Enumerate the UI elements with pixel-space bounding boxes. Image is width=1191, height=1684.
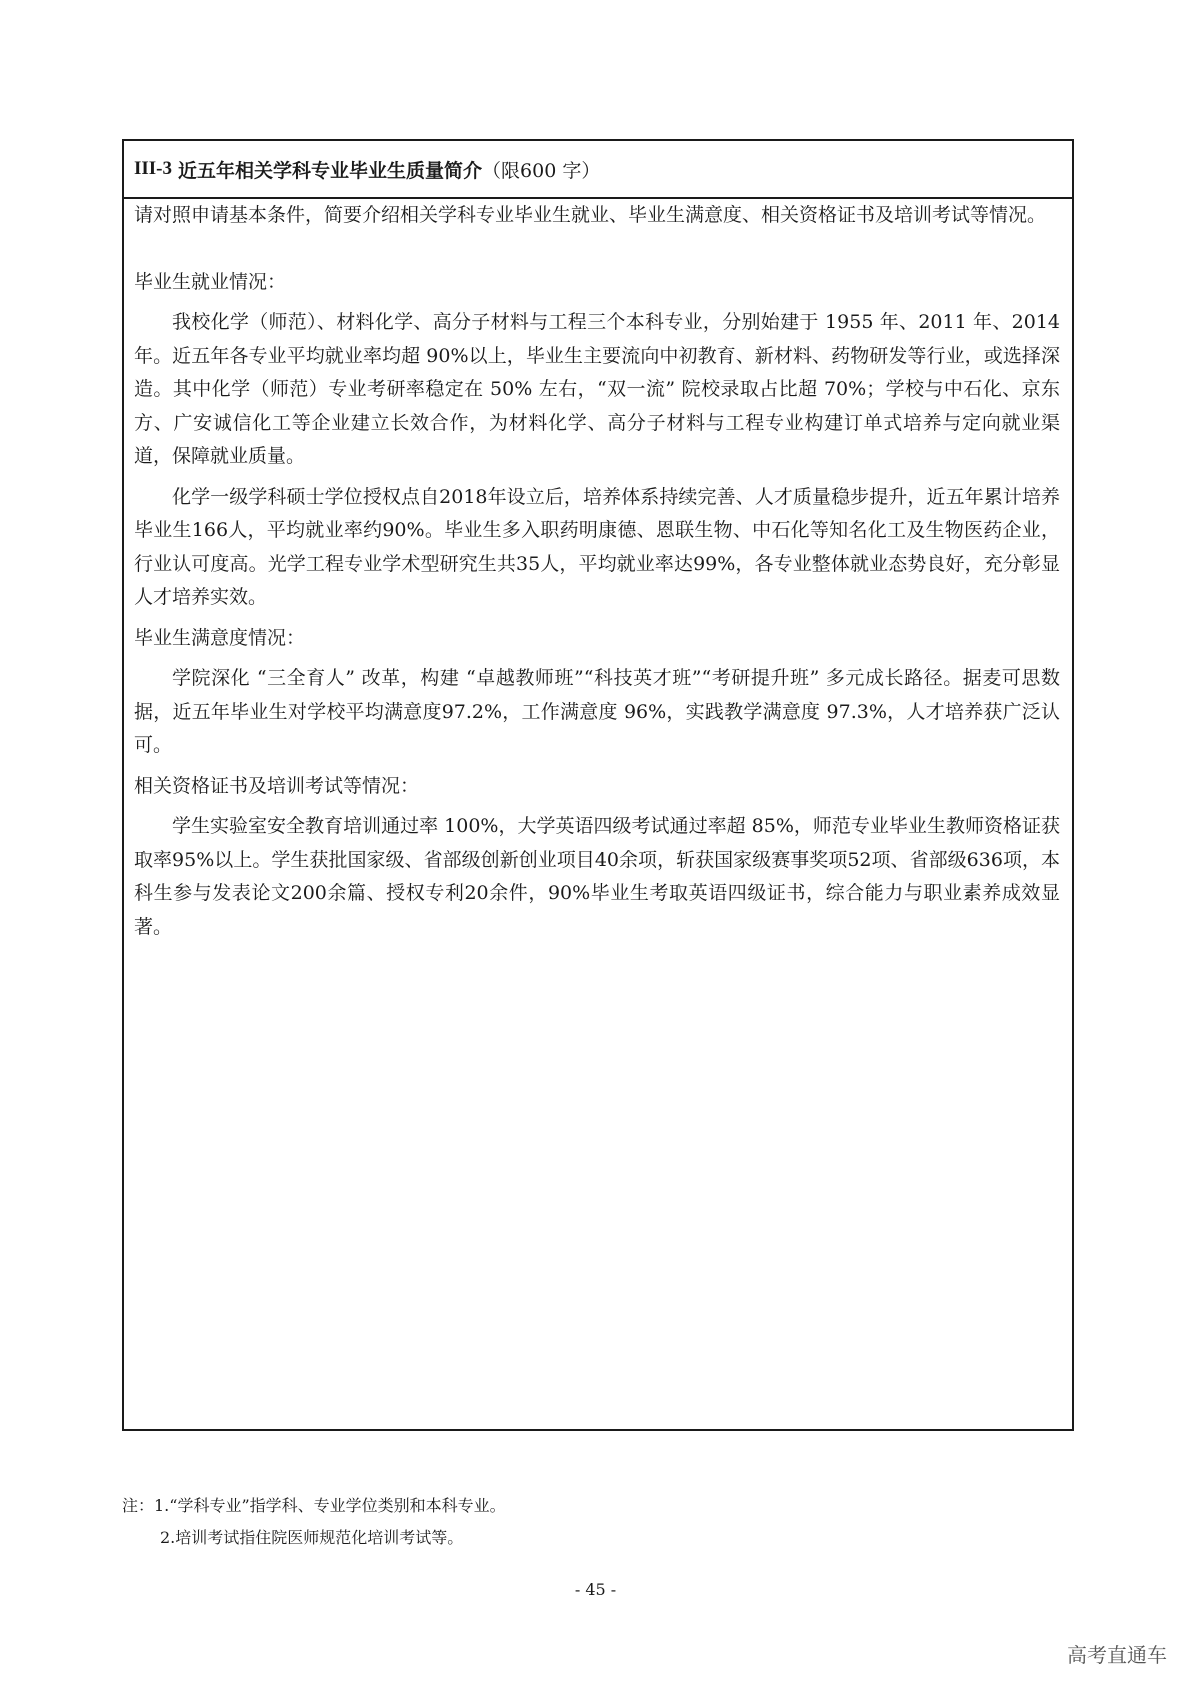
section-title: 近五年相关学科专业毕业生质量简介 <box>178 159 483 182</box>
instruction-text: 请对照申请基本条件，简要介绍相关学科专业毕业生就业、毕业生满意度、相关资格证书及培训考试等情况。 <box>134 204 1047 226</box>
watermark-text: 高考直通车 <box>1067 1643 1167 1667</box>
footnote-1: 注：1.“学科专业”指学科、专业学位类别和本科专业。 <box>122 1496 506 1515</box>
employment-paragraph-1: 我校化学（师范）、材料化学、高分子材料与工程三个本科专业，分别始建于 1955 年、2011 年、2014 年。近五年各专业平均就业率均超 90%以上，毕业生主要流向中初教育、新材料、药物研发等行业，或选择深造。其中化学（师范）专业考研率稳定在 50% 左右，“双一流” 院校录取占比超 70%；学校与中石化、京东方、广安诚信化工等企业建立长效合作，为材料化学、高分子材料与工程专业构建订单式培养与定向就业渠道，保障就业质量。 <box>134 311 1060 467</box>
section-code: III-3 <box>134 158 173 179</box>
section-content <box>124 199 1072 944</box>
employment-paragraph-2: 化学一级学科硕士学位授权点自2018年设立后，培养体系持续完善、人才质量稳步提升，近五年累计培养毕业生166人，平均就业率约90%。毕业生多入职药明康德、恩联生物、中石化等知名化工及生物医药企业，行业认可度高。光学工程专业学术型研究生共35人，平均就业率达99%，各专业整体就业态势良好，充分彰显人才培养实效。 <box>134 485 1060 608</box>
word-limit: （限600 字） <box>482 159 601 182</box>
section-header <box>124 141 1072 199</box>
page-number: - 45 - <box>574 1580 617 1599</box>
certificate-paragraph: 学生实验室安全教育培训通过率 100%，大学英语四级考试通过率超 85%，师范专业毕业生教师资格证获取率95%以上。学生获批国家级、省部级创新创业项目40余项，斩获国家级赛事奖项52项、省部级636项，本科生参与发表论文200余篇、授权专利20余件，90%毕业生考取英语四级证书，综合能力与职业素养成效显著。 <box>134 815 1060 938</box>
footnote-2: 2.培训考试指住院医师规范化培训考试等。 <box>160 1528 464 1547</box>
certificate-heading: 相关资格证书及培训考试等情况： <box>134 774 420 797</box>
footnotes <box>122 1490 506 1554</box>
form-table <box>122 139 1074 1431</box>
satisfaction-paragraph: 学院深化 “三全育人” 改革，构建 “卓越教师班”“科技英才班”“考研提升班” 多元成长路径。据麦可思数据，近五年毕业生对学校平均满意度97.2%，工作满意度 96%，实践教学满意度 97.3%，人才培养获广泛认可。 <box>134 667 1060 756</box>
employment-heading: 毕业生就业情况： <box>134 270 287 293</box>
satisfaction-heading: 毕业生满意度情况： <box>134 626 306 649</box>
